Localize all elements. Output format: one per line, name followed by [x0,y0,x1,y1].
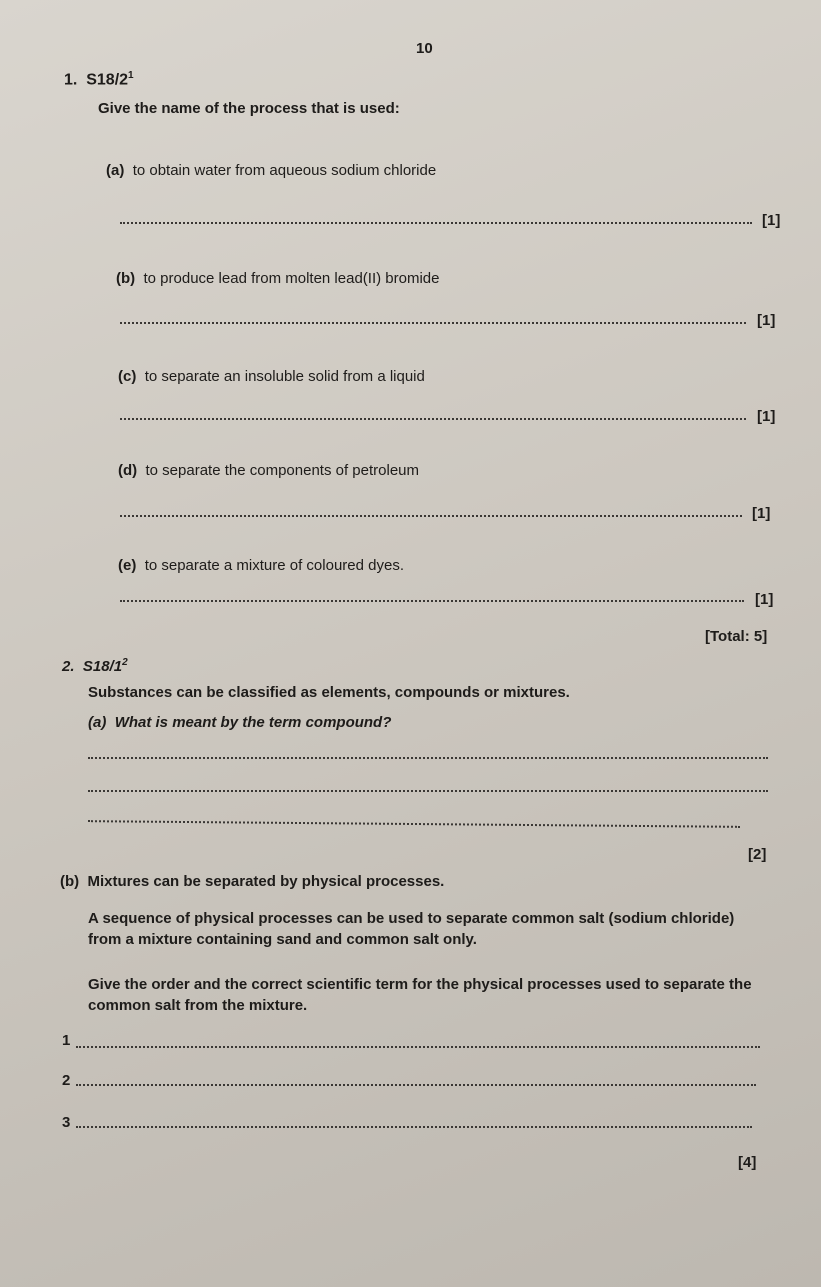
q2-b-paragraph-2-line-2: common salt from the mixture. [88,997,308,1014]
q2-b-paragraph-1-line-2: from a mixture containing sand and common salt only. [88,931,477,948]
step-number-2: 2 [62,1072,71,1089]
mark-1e: [1] [755,591,774,608]
part-text: Mixtures can be separated by physical processes. [87,873,445,890]
answer-line-1e[interactable] [120,600,744,602]
step-number-1: 1 [62,1032,71,1049]
q1-part-a [106,162,436,179]
part-text: to separate an insoluble solid from a liquid [144,368,425,385]
mark-2a: [2] [748,846,767,863]
part-text: to separate the components of petroleum [145,462,420,479]
mark-1a: [1] [762,212,781,229]
question-number: 1. [64,71,78,89]
part-text: to separate a mixture of coloured dyes. [144,557,404,574]
mark-1b: [1] [757,312,776,329]
part-label: (b) [116,270,136,287]
q2-b-paragraph-2-line-1: Give the order and the correct scientific term for the physical processes used to separate the [88,976,752,993]
mark-1c: [1] [757,408,776,425]
part-label: (a) [88,714,107,731]
answer-line-step-3[interactable] [76,1126,752,1128]
q2-part-a [88,714,391,731]
answer-line-1d[interactable] [120,515,742,517]
question-2-stem: Substances can be classified as elements, compounds or mixtures. [88,684,570,701]
page-number: 10 [416,40,433,57]
part-text: to obtain water from aqueous sodium chloride [132,162,437,179]
question-number: 2. [62,658,75,675]
question-code-sup: 1 [128,70,134,81]
question-2-header [62,657,128,675]
answer-line-2a-2[interactable] [88,790,768,792]
q1-part-e [118,557,404,574]
q2-part-b [60,873,444,890]
question-1-header [64,70,134,89]
question-mark: ? [382,714,392,731]
answer-line-1b[interactable] [120,322,746,324]
q1-part-d [118,462,419,479]
question-code: S18/2 [86,71,129,89]
answer-line-1c[interactable] [120,418,746,420]
part-label: (a) [106,162,125,179]
answer-line-1a[interactable] [120,222,752,224]
step-number-3: 3 [62,1114,71,1131]
q2-b-paragraph-1-line-1: A sequence of physical processes can be used to separate common salt (sodium chloride) [88,910,735,927]
part-text: What is meant by the term [114,714,302,731]
part-label: (e) [118,557,137,574]
question-code: S18/1 [82,658,123,675]
answer-line-2a-3[interactable] [88,820,740,828]
q1-part-c [118,368,425,385]
mark-1d: [1] [752,505,771,522]
answer-line-step-2[interactable] [76,1084,756,1086]
part-label: (c) [118,368,137,385]
part-label: (d) [118,462,138,479]
question-code-sup: 2 [122,657,128,668]
mark-2b: [4] [738,1154,757,1171]
part-label: (b) [60,873,80,890]
question-1-stem: Give the name of the process that is used: [98,100,400,117]
key-term: compound [305,714,383,731]
q1-part-b [116,270,439,287]
part-text: to produce lead from molten lead(II) bromide [143,270,440,287]
answer-line-2a-1[interactable] [88,757,768,759]
total-mark: [Total: 5] [705,628,768,645]
answer-line-step-1[interactable] [76,1046,760,1048]
